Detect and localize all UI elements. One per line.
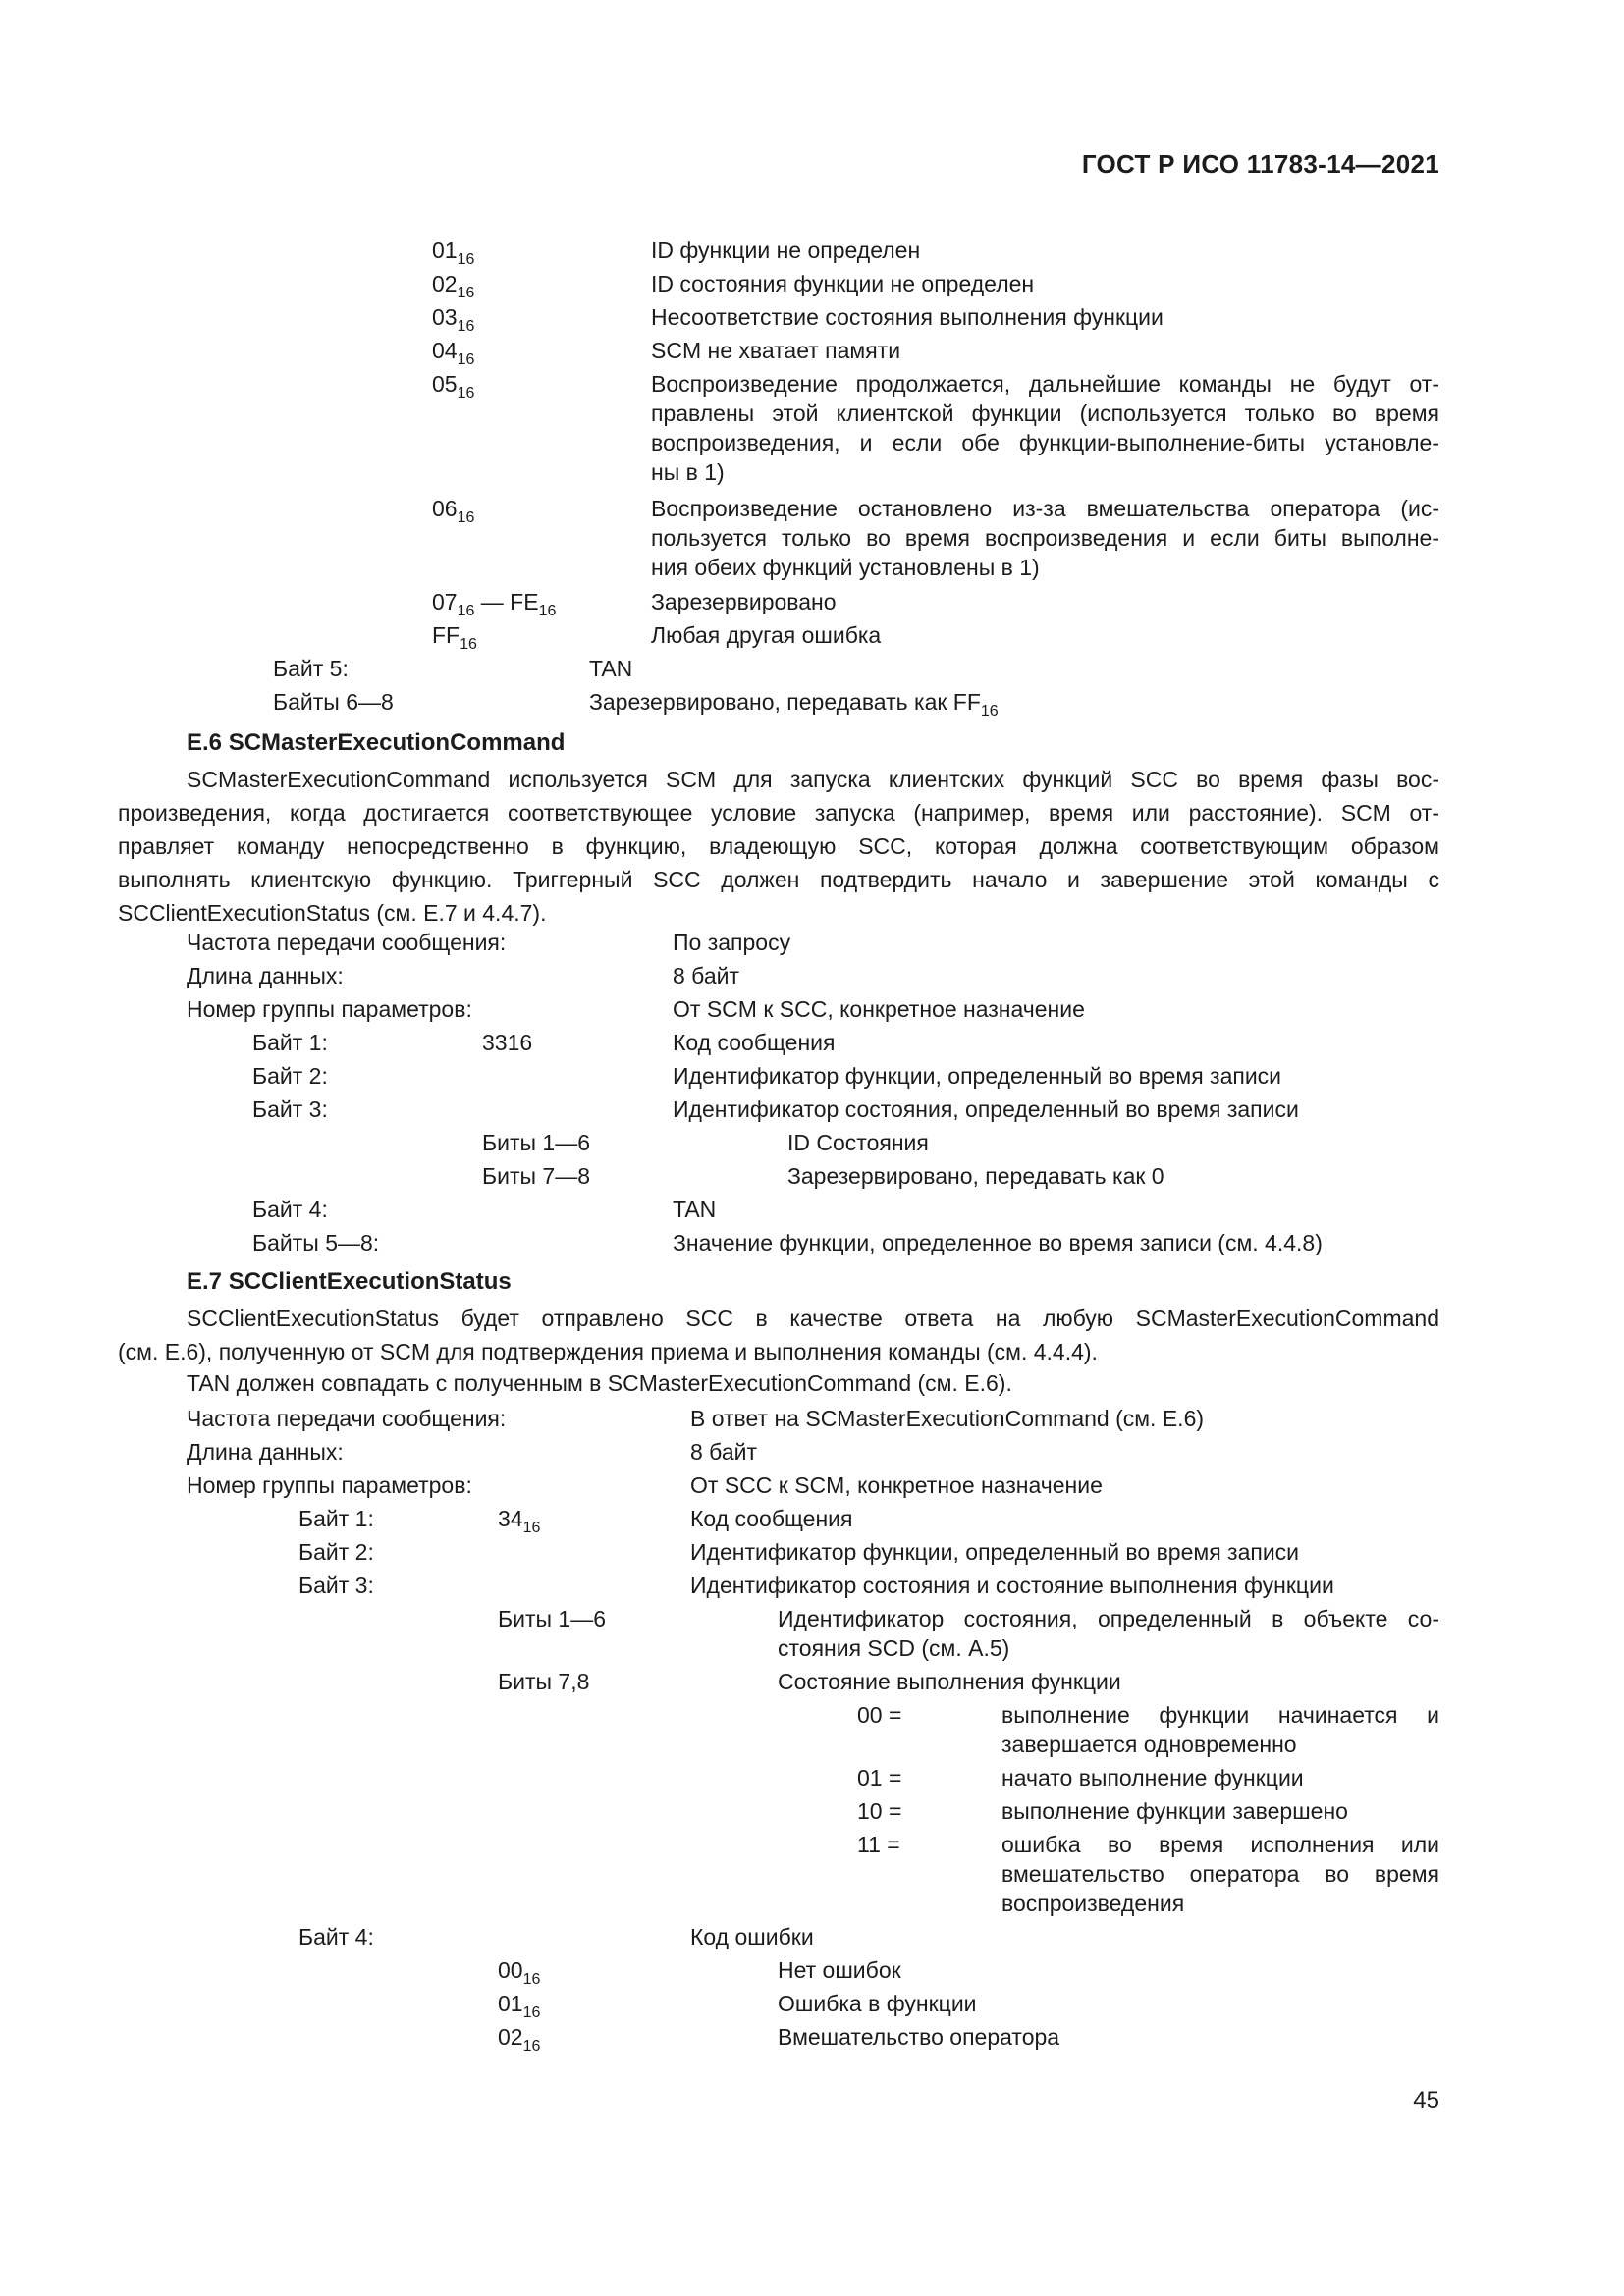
state-code-10: 10 = xyxy=(857,1798,902,1824)
error-desc-02: ID состояния функции не определен xyxy=(651,271,1035,296)
e7-byte4-label: Байт 4: xyxy=(298,1924,374,1949)
e7-length-value: 8 байт xyxy=(690,1439,758,1465)
state-desc-01: начато выполнение функции xyxy=(1001,1765,1304,1790)
err-code-01: $01_{16}$ xyxy=(498,1991,541,2021)
error-code-ff: $FF_{16}$ xyxy=(432,622,477,653)
e6-byte2-label: Байт 2: xyxy=(252,1063,328,1089)
e7-length-label: Длина данных: xyxy=(187,1439,344,1465)
state-code-01: 01 = xyxy=(857,1765,902,1790)
e6-byte3-value: Идентификатор состояния, определенный во время записи xyxy=(673,1096,1299,1122)
error-code-02: $02_{16}$ xyxy=(432,271,475,301)
e7-byte2-value: Идентификатор функции, определенный во время записи xyxy=(690,1539,1300,1565)
err-desc-01: Ошибка в функции xyxy=(778,1991,977,2016)
e6-bits7-8-label: Биты 7—8 xyxy=(482,1163,590,1189)
error-desc-05: Воспроизведение продолжается, дальнейшие команды не будут от- правлены этой клиентской функции (используется только во время воспроизведения, и если обе функции-выполнение-биты установле- ны в 1) xyxy=(651,371,1439,485)
e6-byte1-label: Байт 1: xyxy=(252,1030,328,1055)
error-desc-06: Воспроизведение остановлено из-за вмешательства оператора (ис- пользуется только во время воспроизведения и если биты выполне- ния обеих функций установлены в 1) xyxy=(651,496,1439,580)
err-desc-00: Нет ошибок xyxy=(778,1957,901,1983)
state-desc-10: выполнение функции завершено xyxy=(1001,1798,1348,1824)
e7-pgn-label: Номер группы параметров: xyxy=(187,1472,472,1498)
e7-bits1-6-value: Идентификатор состояния, определенный в объекте со- стояния SCD (см. A.5) xyxy=(778,1606,1439,1661)
byte5-label: Байт 5: xyxy=(273,656,349,681)
err-code-00: $00_{16}$ xyxy=(498,1957,541,1988)
error-desc-04: SCM не хватает памяти xyxy=(651,338,901,363)
state-desc-11: ошибка во время исполнения или вмешательство оператора во время воспроизведения xyxy=(1001,1832,1439,1916)
e7-freq-label: Частота передачи сообщения: xyxy=(187,1406,507,1431)
e6-bytes5-8-value: Значение функции, определенное во время записи (см. 4.4.8) xyxy=(673,1230,1323,1255)
error-code-03: $03_{16}$ xyxy=(432,304,475,335)
e6-byte3-label: Байт 3: xyxy=(252,1096,328,1122)
section-e7-paragraph: SCClientExecutionStatus будет отправлено SCC в качестве ответа на любую SCMasterExecutionCommand (см. E.6), полученную от SCM для подтверждения приема и выполнения команды (см. 4.4.4). xyxy=(118,1306,1439,1364)
page-number: 45 xyxy=(1413,2087,1439,2113)
error-desc-ff: Любая другая ошибка xyxy=(651,622,882,648)
state-code-11: 11 = xyxy=(857,1832,900,1857)
error-desc-03: Несоответствие состояния выполнения функции xyxy=(651,304,1164,330)
e7-freq-value: В ответ на SCMasterExecutionCommand (см. E.6) xyxy=(690,1406,1205,1431)
standard-header: ГОСТ Р ИСО 11783-14—2021 xyxy=(1081,149,1439,179)
e7-byte1-label: Байт 1: xyxy=(298,1506,374,1531)
bytes6-8-value: Зарезервировано, передавать как $FF_{16}$ xyxy=(589,689,999,720)
error-desc-01: ID функции не определен xyxy=(651,238,921,263)
e6-bits1-6-value: ID Состояния xyxy=(787,1130,929,1155)
state-code-00: 00 = xyxy=(857,1702,902,1728)
e6-byte4-label: Байт 4: xyxy=(252,1197,328,1222)
e6-byte4-value: TAN xyxy=(673,1197,717,1222)
error-code-05: $05_{16}$ xyxy=(432,371,475,401)
e7-byte3-value: Идентификатор состояния и состояние выполнения функции xyxy=(690,1573,1334,1598)
e6-bits7-8-value: Зарезервировано, передавать как 0 xyxy=(787,1163,1164,1189)
e6-length-value: 8 байт xyxy=(673,963,740,988)
error-code-04: $04_{16}$ xyxy=(432,338,475,368)
error-code-01: $01_{16}$ xyxy=(432,238,475,268)
e6-freq-label: Частота передачи сообщения: xyxy=(187,930,507,955)
state-desc-00: выполнение функции начинается и завершается одновременно xyxy=(1001,1702,1439,1757)
error-code-06: $06_{16}$ xyxy=(432,496,475,526)
e6-pgn-value: От SCM к SCC, конкретное назначение xyxy=(673,996,1085,1022)
e6-bytes5-8-label: Байты 5—8: xyxy=(252,1230,380,1255)
e6-byte2-value: Идентификатор функции, определенный во время записи xyxy=(673,1063,1282,1089)
error-desc-reserved: Зарезервировано xyxy=(651,589,837,614)
e7-bits7-8-value: Состояние выполнения функции xyxy=(778,1669,1121,1694)
e7-byte2-label: Байт 2: xyxy=(298,1539,374,1565)
e7-bits7-8-label: Биты 7,8 xyxy=(498,1669,590,1694)
e6-bits1-6-label: Биты 1—6 xyxy=(482,1130,590,1155)
section-e6-paragraph: SCMasterExecutionCommand используется SCM для запуска клиентских функций SCC во время фазы вос- произведения, когда достигается соответствующее условие запуска (например, время или расстояние). SCM от- правляет команду непосредственно в функцию, владеющую SCC, которая должна соответствующим образом выполнять клиентскую функцию. Триггерный SCC должен подтвердить начало и завершение этой команды с SCClientExecutionStatus (см. E.7 и 4.4.7). xyxy=(118,767,1439,926)
byte5-value: TAN xyxy=(589,656,633,681)
section-e6-heading: E.6 SCMasterExecutionCommand xyxy=(187,729,566,756)
e7-byte4-value: Код ошибки xyxy=(690,1924,814,1949)
err-code-02: $02_{16}$ xyxy=(498,2024,541,2055)
e6-freq-value: По запросу xyxy=(673,930,791,955)
e7-bits1-6-label: Биты 1—6 xyxy=(498,1606,606,1631)
section-e7-tan-note: TAN должен совпадать с полученным в SCMasterExecutionCommand (см. E.6). xyxy=(187,1370,1012,1396)
bytes6-8-label: Байты 6—8 xyxy=(273,689,394,715)
e6-byte1-code: 3316 xyxy=(482,1030,533,1055)
e6-length-label: Длина данных: xyxy=(187,963,344,988)
err-desc-02: Вмешательство оператора xyxy=(778,2024,1060,2050)
e7-byte1-code: $34_{16}$ xyxy=(498,1506,541,1536)
error-code-range: $07_{16}$ — $FE_{16}$ xyxy=(432,589,557,619)
e6-pgn-label: Номер группы параметров: xyxy=(187,996,472,1022)
section-e7-heading: E.7 SCClientExecutionStatus xyxy=(187,1268,512,1295)
e6-byte1-value: Код сообщения xyxy=(673,1030,836,1055)
e7-byte1-value: Код сообщения xyxy=(690,1506,853,1531)
e7-pgn-value: От SCC к SCM, конкретное назначение xyxy=(690,1472,1103,1498)
e7-byte3-label: Байт 3: xyxy=(298,1573,374,1598)
